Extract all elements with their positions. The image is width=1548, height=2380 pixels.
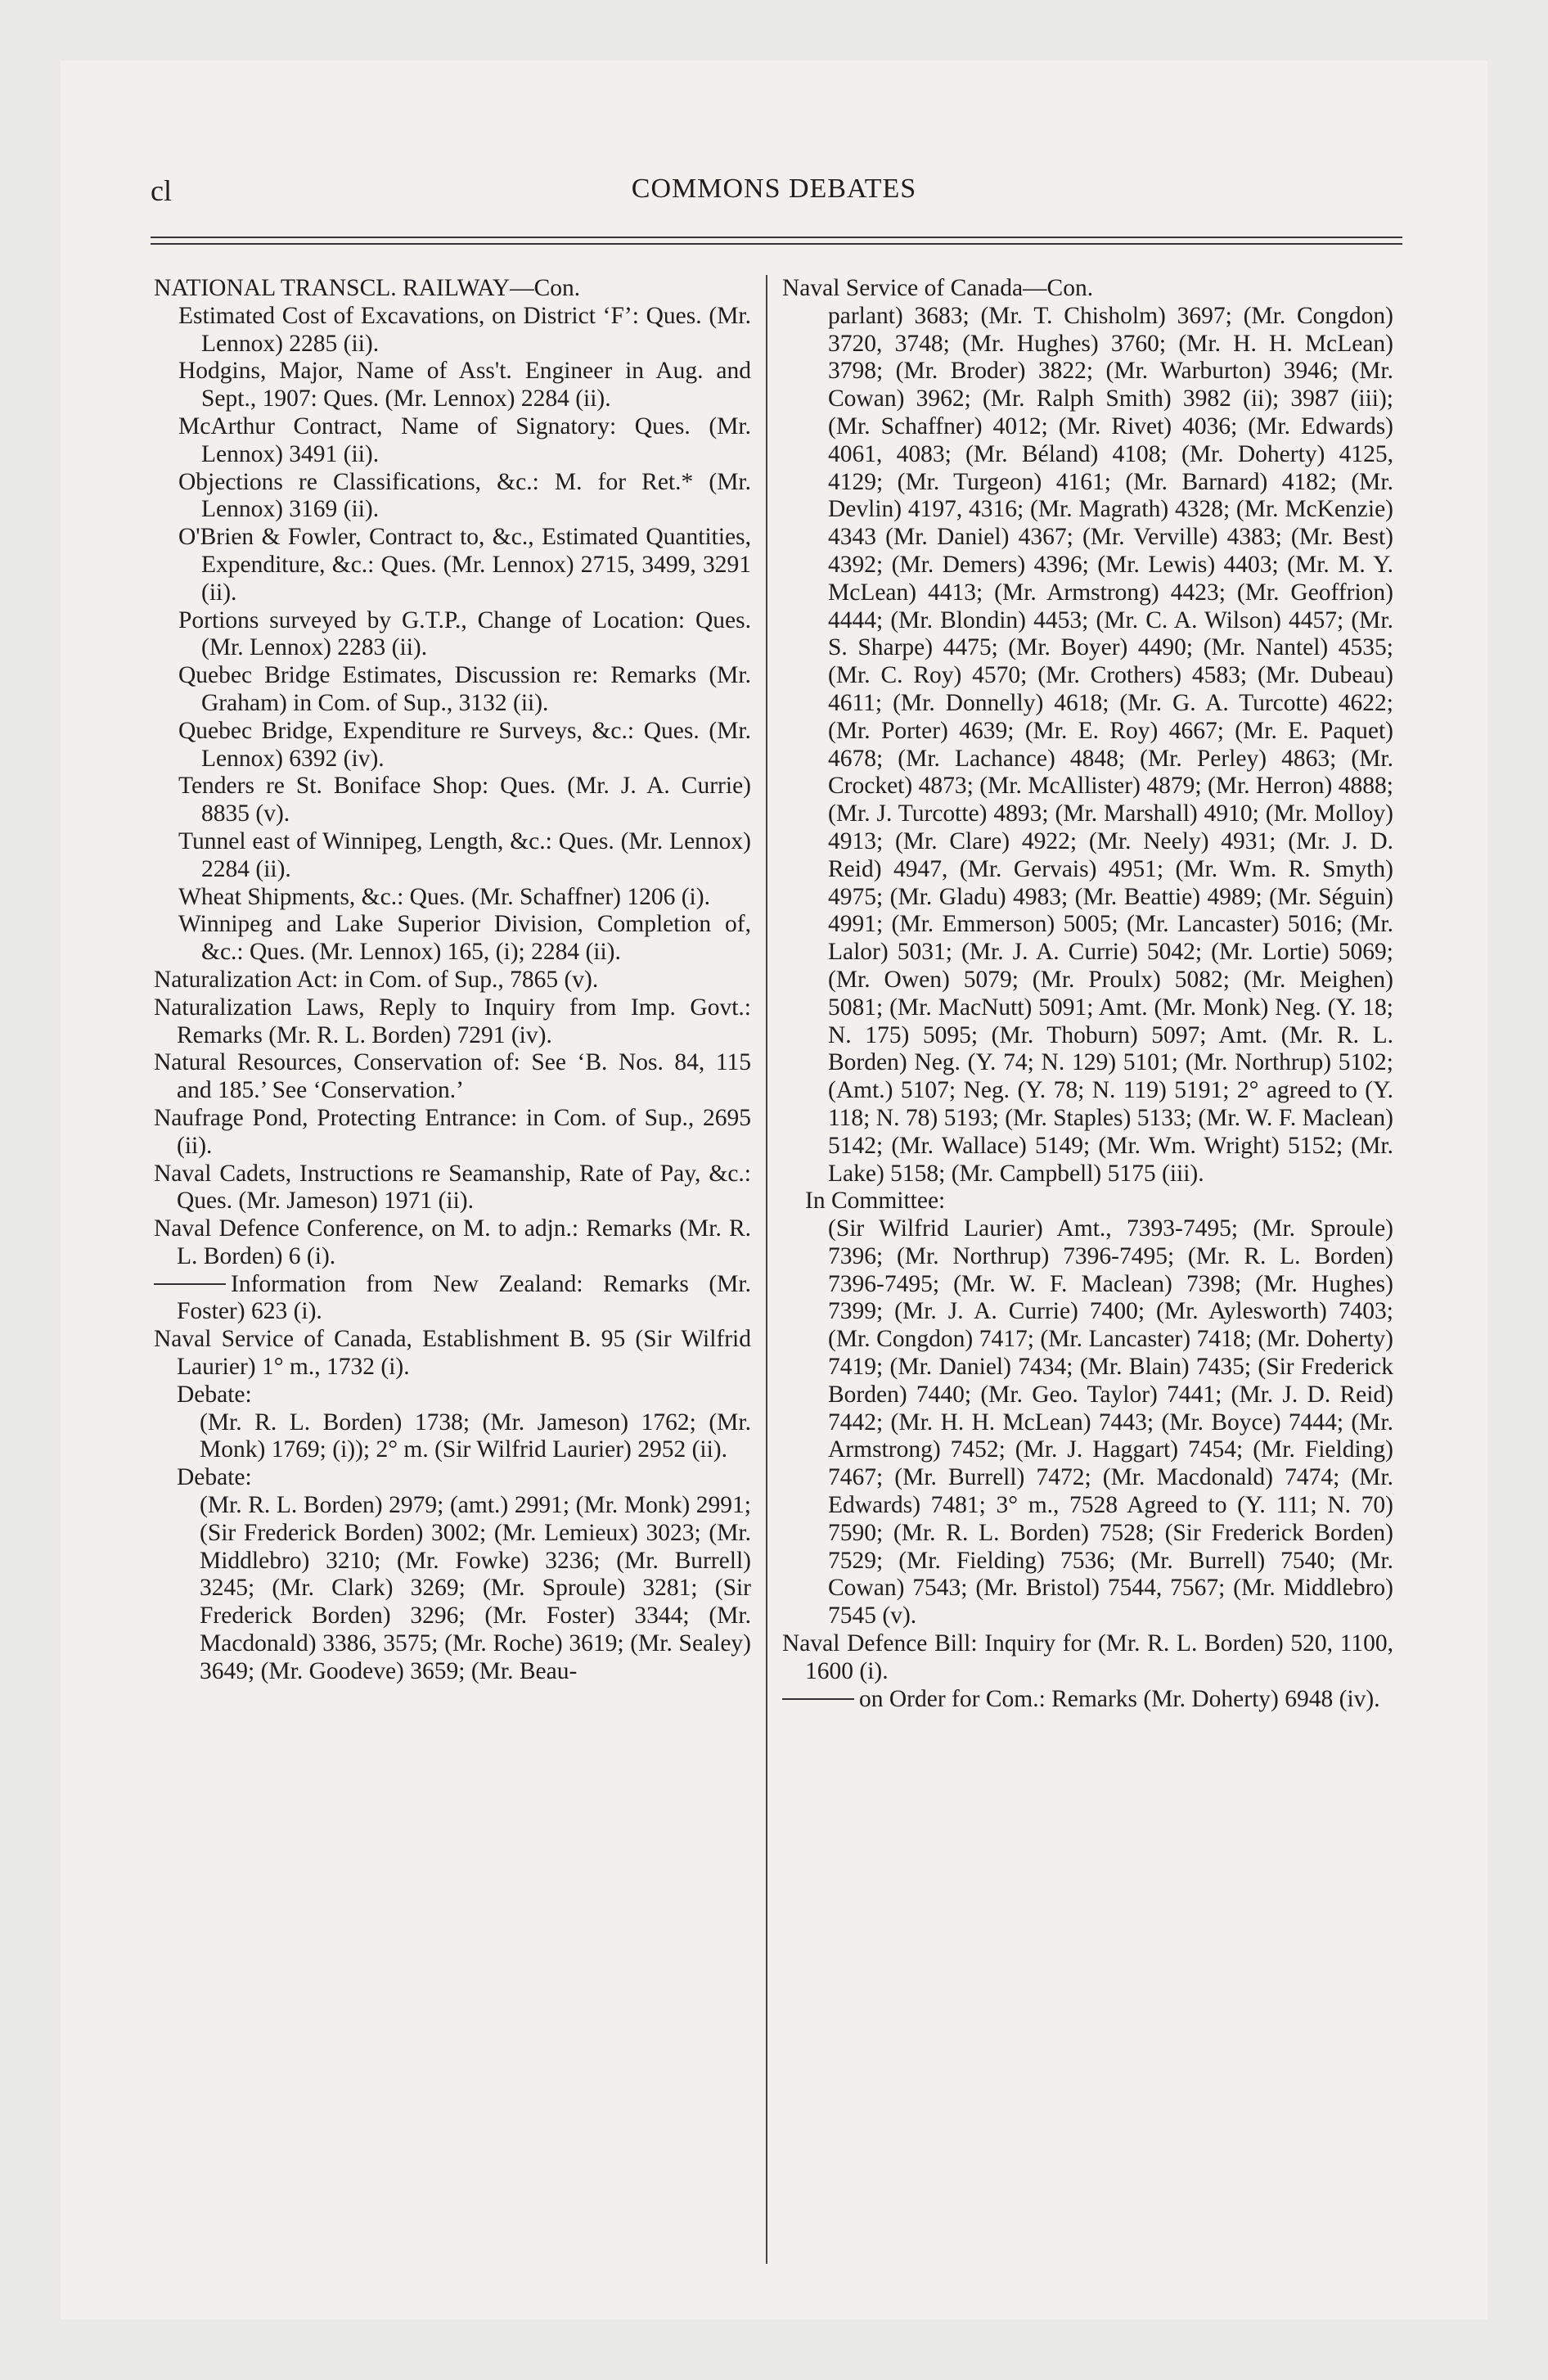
index-entry: Quebec Bridge, Expenditure re Surveys, &c.: Ques. (Mr. Lennox) 6392 (iv). [178,717,751,772]
header-rule [151,237,1402,238]
index-entry: NATIONAL TRANSCL. RAILWAY—Con. [154,275,581,301]
index-entry: Naturalization Laws, Reply to Inquiry from Imp. Govt.: Remarks (Mr. R. L. Borden) 7291 (iv). [154,994,751,1048]
index-entry: O'Brien & Fowler, Contract to, &c., Estimated Quantities, Expenditure, &c.: Ques. (Mr. Lennox) 2715, 3499, 3291 (ii). [178,524,751,606]
index-entry: Estimated Cost of Excavations, on District ‘F’: Ques. (Mr. Lennox) 2285 (ii). [178,302,751,357]
index-entry: Natural Resources, Conservation of: See ‘B. Nos. 84, 115 and 185.’ See ‘Conservation.’ [154,1049,751,1104]
index-entry: Naval Defence Bill: Inquiry for (Mr. R. L. Borden) 520, 1100, 1600 (i). [782,1630,1393,1684]
running-title: COMMONS DEBATES [631,174,917,204]
index-entry: Naval Cadets, Instructions re Seamanship, Rate of Pay, &c.: Ques. (Mr. Jameson) 1971 (ii). [154,1160,751,1215]
document-page [61,61,1487,2319]
index-label: Debate: [177,1381,252,1408]
index-entry: Quebec Bridge Estimates, Discussion re: Remarks (Mr. Graham) in Com. of Sup., 3132 (ii). [178,662,751,716]
index-entry: Naufrage Pond, Protecting Entrance: in Com. of Sup., 2695 (ii). [154,1104,751,1159]
column-divider [766,275,767,2264]
index-entry: (Mr. R. L. Borden) 2979; (amt.) 2991; (Mr. Monk) 2991; (Sir Frederick Borden) 3002; (Mr. Lemieux) 3023; (Mr. Middlebro) 3210; (Mr. Fowke) 3236; (Mr. Burrell) 3245; (Mr. Clark) 3269; (Mr. Sproule) 3281; (Sir Frederick Borden) 3296; (Mr. Foster) 3344; (Mr. Macdonald) 3386, 3575; (Mr. Roche) 3619; (Mr. Sealey) 3649; (Mr. Goodeve) 3659; (Mr. Beau- [200,1492,751,1684]
index-entry: (Sir Wilfrid Laurier) Amt., 7393-7495; (Mr. Sproule) 7396; (Mr. Northrup) 7396-7495; (Mr. R. L. Borden) 7396-7495; (Mr. W. F. Maclean) 7398; (Mr. Hughes) 7399; (Mr. J. A. Currie) 7400; (Mr. Aylesworth) 7403; (Mr. Congdon) 7417; (Mr. Lancaster) 7418; (Mr. Doherty) 7419; (Mr. Daniel) 7434; (Mr. Blain) 7435; (Sir Frederick Borden) 7440; (Mr. Geo. Taylor) 7441; (Mr. J. D. Reid) 7442; (Mr. H. H. McLean) 7443; (Mr. Boyce) 7444; (Mr. Armstrong) 7452; (Mr. J. Haggart) 7454; (Mr. Fielding) 7467; (Mr. Burrell) 7472; (Mr. Macdonald) 7474; (Mr. Edwards) 7481; 3° m., 7528 Agreed to (Y. 111; N. 70) 7590; (Mr. R. L. Borden) 7528; (Sir Frederick Borden) 7529; (Mr. Fielding) 7536; (Mr. Burrell) 7540; (Mr. Cowan) 7543; (Mr. Bristol) 7544, 7567; (Mr. Middlebro) 7545 (v). [828,1215,1393,1629]
index-entry: McArthur Contract, Name of Signatory: Ques. (Mr. Lennox) 3491 (ii). [178,412,751,467]
index-entry: Naturalization Act: in Com. of Sup., 7865 (v). [154,966,599,993]
page-number: cl [151,174,172,207]
index-entry: Objections re Classifications, &c.: M. for Ret.* (Mr. Lennox) 3169 (ii). [178,468,751,523]
index-label: Debate: [177,1464,252,1491]
index-entry: Tenders re St. Boniface Shop: Ques. (Mr. J. A. Currie) 8835 (v). [178,773,751,827]
ditto-dash [782,1698,854,1700]
index-entry: parlant) 3683; (Mr. T. Chisholm) 3697; (Mr. Congdon) 3720, 3748; (Mr. Hughes) 3760; (Mr. H. H. McLean) 3798; (Mr. Broder) 3822; (Mr. Warburton) 3946; (Mr. Cowan) 3962; (Mr. Ralph Smith) 3982 (ii); 3987 (iii); (Mr. Schaffner) 4012; (Mr. Rivet) 4036; (Mr. Edwards) 4061, 4083; (Mr. Béland) 4108; (Mr. Doherty) 4125, 4129; (Mr. Turgeon) 4161; (Mr. Barnard) 4182; (Mr. Devlin) 4197, 4316; (Mr. Magrath) 4328; (Mr. McKenzie) 4343 (Mr. Daniel) 4367; (Mr. Verville) 4383; (Mr. Best) 4392; (Mr. Demers) 4396; (Mr. Lewis) 4403; (Mr. M. Y. McLean) 4413; (Mr. Armstrong) 4423; (Mr. Geoffrion) 4444; (Mr. Blondin) 4453; (Mr. C. A. Wilson) 4457; (Mr. S. Sharpe) 4475; (Mr. Boyer) 4490; (Mr. Nantel) 4535; (Mr. C. Roy) 4570; (Mr. Crothers) 4583; (Mr. Dubeau) 4611; (Mr. Donnelly) 4618; (Mr. G. A. Turcotte) 4622; (Mr. Porter) 4639; (Mr. E. Roy) 4667; (Mr. E. Paquet) 4678; (Mr. Lachance) 4848; (Mr. Perley) 4863; (Mr. Crocket) 4873; (Mr. McAllister) 4879; (Mr. Herron) 4888; (Mr. J. Turcotte) 4893; (Mr. Marshall) 4910; (Mr. Molloy) 4913; (Mr. Clare) 4922; (Mr. Neely) 4931; (Mr. J. D. Reid) 4947, (Mr. Gervais) 4951; (Mr. Wm. R. Smyth) 4975; (Mr. Gladu) 4983; (Mr. Beattie) 4989; (Mr. Séguin) 4991; (Mr. Emmerson) 5005; (Mr. Lancaster) 5016; (Mr. Lalor) 5031; (Mr. J. A. Currie) 5042; (Mr. Lortie) 5069; (Mr. Owen) 5079; (Mr. Proulx) 5082; (Mr. Meighen) 5081; (Mr. MacNutt) 5091; Amt. (Mr. Monk) Neg. (Y. 18; N. 175) 5095; (Mr. Thoburn) 5097; Amt. (Mr. R. L. Borden) Neg. (Y. 74; N. 129) 5101; (Mr. Northrup) 5102; (Amt.) 5107; Neg. (Y. 78; N. 119) 5191; 2° agreed to (Y. 118; N. 78) 5193; (Mr. Staples) 5133; (Mr. W. F. Maclean) 5142; (Mr. Wallace) 5149; (Mr. Wm. Wright) 5152; (Mr. Lake) 5158; (Mr. Campbell) 5175 (iii). [828,302,1393,1187]
header-rule [151,243,1402,245]
index-entry [782,1686,1393,1714]
index-entry: Wheat Shipments, &c.: Ques. (Mr. Schaffner) 1206 (i). [178,883,710,910]
ditto-dash [154,1283,226,1285]
page-header [61,61,1487,273]
right-column [782,275,1393,1713]
entry-text: on Order for Com.: Remarks (Mr. Doherty) 6948 (iv). [859,1685,1380,1712]
index-entry: (Mr. R. L. Borden) 1738; (Mr. Jameson) 1762; (Mr. Monk) 1769; (i)); 2° m. (Sir Wilfrid Laurier) 2952 (ii). [200,1409,751,1463]
index-entry: Winnipeg and Lake Superior Division, Completion of, &c.: Ques. (Mr. Lennox) 165, (i); 2284 (ii). [178,911,751,966]
entry-text: Information from New Zealand: Remarks (Mr. Foster) 623 (i). [177,1270,751,1325]
index-entry: Tunnel east of Winnipeg, Length, &c.: Ques. (Mr. Lennox) 2284 (ii). [178,827,751,882]
index-label: In Committee: [805,1188,946,1215]
index-entry: Naval Defence Conference, on M. to adjn.: Remarks (Mr. R. L. Borden) 6 (i). [154,1215,751,1269]
left-column [154,275,751,1686]
index-entry: Naval Service of Canada—Con. [782,275,1094,301]
index-entry [154,1271,751,1327]
index-entry: Hodgins, Major, Name of Ass't. Engineer in Aug. and Sept., 1907: Ques. (Mr. Lennox) 2284 (ii). [178,358,751,412]
index-entry: Naval Service of Canada, Establishment B. 95 (Sir Wilfrid Laurier) 1° m., 1732 (i). [154,1326,751,1381]
index-entry: Portions surveyed by G.T.P., Change of Location: Ques. (Mr. Lennox) 2283 (ii). [178,606,751,661]
